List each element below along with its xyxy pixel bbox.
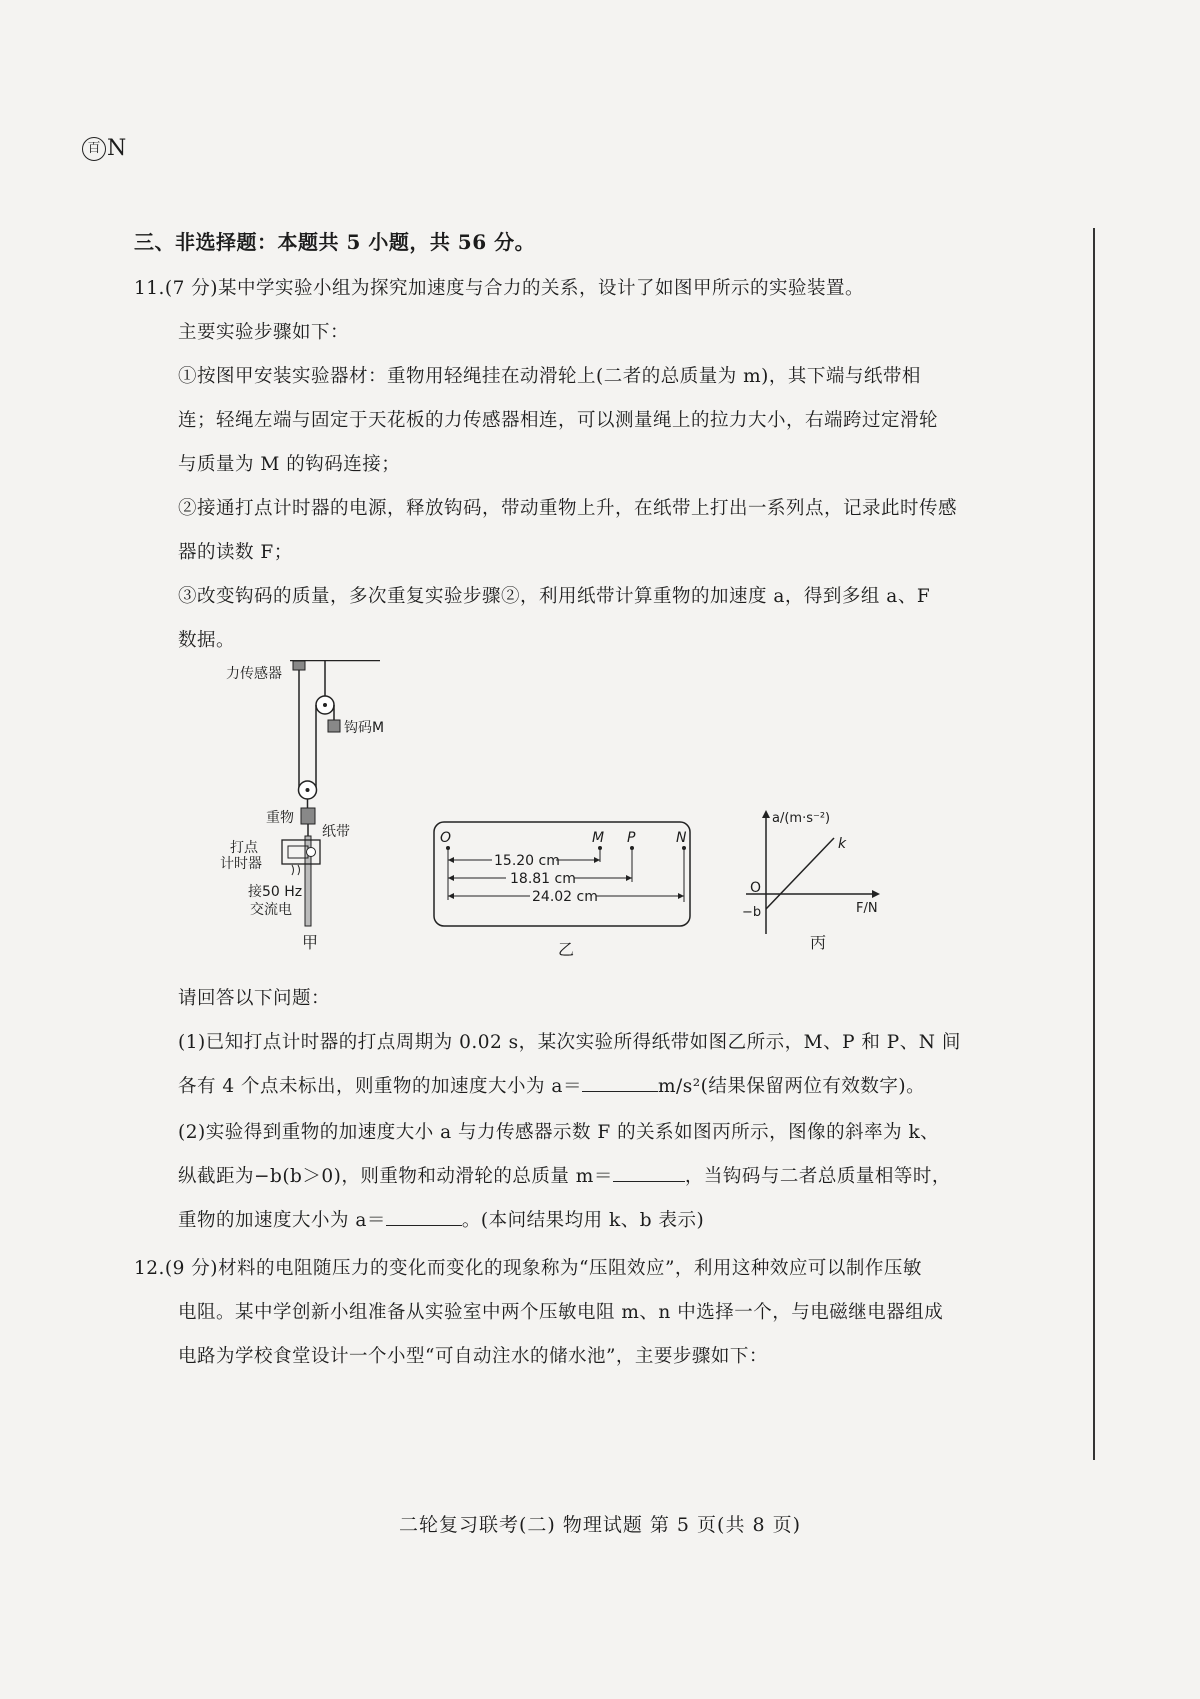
q11-part1-line1: (1)已知打点计时器的打点周期为 0.02 s，某次实验所得纸带如图乙所示，M、P 和 P、N 间	[178, 1032, 961, 1053]
distance-on: 24.02 cm	[532, 889, 598, 905]
q11-part2-line2	[178, 1162, 951, 1188]
tape-point-n: N	[676, 830, 687, 846]
tape-point-m: M	[592, 830, 605, 846]
label-timer-1: 打点	[230, 840, 258, 856]
q12-line2: 电阻。某中学创新小组准备从实验室中两个压敏电阻 m、n 中选择一个，与电磁继电器组成	[178, 1302, 944, 1323]
margin-rule	[1093, 228, 1095, 1460]
figure-jia	[210, 660, 390, 958]
q11-part2-line3	[178, 1206, 704, 1232]
q11-part2-text-c: 重物的加速度大小为 a＝	[178, 1210, 386, 1231]
answer-blank-3[interactable]	[386, 1207, 462, 1226]
page-footer: 二轮复习联考(二) 物理试题 第 5 页(共 8 页)	[398, 1514, 802, 1536]
page-mark	[82, 136, 126, 161]
origin-label: O	[750, 880, 762, 896]
distance-op: 18.81 cm	[510, 871, 576, 887]
caption-yi: 乙	[558, 940, 575, 959]
circled-mark: 百	[82, 137, 106, 161]
distance-om: 15.20 cm	[494, 853, 560, 869]
figure-yi	[430, 820, 694, 962]
axis-x-label: F/N	[856, 901, 878, 916]
axis-y-label: a/(m·s⁻²)	[772, 811, 831, 826]
tape-point-o: O	[440, 830, 452, 846]
slope-label: k	[838, 836, 847, 852]
label-power-1: 接50 Hz	[248, 884, 303, 900]
q11-part1-text-a: 各有 4 个点未标出，则重物的加速度大小为 a＝	[178, 1076, 582, 1097]
section-title: 三、非选择题：本题共 5 小题，共 56 分。	[134, 230, 536, 254]
q11-part2-line1: (2)实验得到重物的加速度大小 a 与力传感器示数 F 的关系如图丙所示，图像的斜率为 k、	[178, 1122, 940, 1143]
figure-bing	[736, 804, 886, 960]
q11-part2-text-b: ，当钩码与二者总质量相等时，	[684, 1166, 951, 1187]
label-timer-2: 计时器	[220, 856, 262, 872]
label-tape: 纸带	[322, 824, 350, 840]
answer-blank-2[interactable]	[613, 1163, 685, 1182]
label-power-2: 交流电	[250, 902, 292, 918]
q11-part2-text-d: 。(本问结果均用 k、b 表示)	[461, 1210, 705, 1231]
q11-step3-line2: 数据。	[178, 630, 236, 651]
q11-part1-line2	[178, 1072, 925, 1098]
intercept-label: −b	[742, 905, 762, 920]
q11-step1-line2: 连；轻绳左端与固定于天花板的力传感器相连，可以测量绳上的拉力大小，右端跨过定滑轮	[178, 410, 939, 431]
q11-ask: 请回答以下问题：	[178, 988, 331, 1009]
q12-line3: 电路为学校食堂设计一个小型“可自动注水的储水池”，主要步骤如下：	[178, 1346, 768, 1367]
q11-part1-text-b: m/s²(结果保留两位有效数字)。	[657, 1076, 926, 1097]
q11-step3-line1: ③改变钩码的质量，多次重复实验步骤②，利用纸带计算重物的加速度 a，得到多组 a、F	[178, 586, 931, 607]
label-hook-weight: 钩码M	[344, 720, 385, 736]
q11-step1-line1: ①按图甲安装实验器材：重物用轻绳挂在动滑轮上(二者的总质量为 m)，其下端与纸带相	[178, 366, 921, 387]
mark-letter: N	[107, 136, 127, 161]
q11-steps-title: 主要实验步骤如下：	[178, 322, 350, 343]
label-weight: 重物	[266, 810, 294, 826]
tape-point-p: P	[627, 830, 636, 846]
q11-step2-line2: 器的读数 F；	[178, 542, 293, 563]
q11-part2-text-a: 纵截距为−b(b＞0)，则重物和动滑轮的总质量 m＝	[178, 1166, 613, 1187]
q11-step1-line3: 与质量为 M 的钩码连接；	[178, 454, 401, 475]
q11-step2-line1: ②接通打点计时器的电源，释放钩码，带动重物上升，在纸带上打出一系列点，记录此时传感	[178, 498, 958, 519]
label-force-sensor: 力传感器	[226, 666, 282, 682]
answer-blank-1[interactable]	[582, 1073, 658, 1092]
q12-line1: 12.(9 分)材料的电阻随压力的变化而变化的现象称为“压阻效应”，利用这种效应可以制作压敏	[134, 1258, 922, 1279]
caption-bing: 丙	[810, 933, 827, 952]
caption-jia: 甲	[302, 933, 319, 952]
q11-intro: 11.(7 分)某中学实验小组为探究加速度与合力的关系，设计了如图甲所示的实验装置。	[134, 278, 865, 299]
